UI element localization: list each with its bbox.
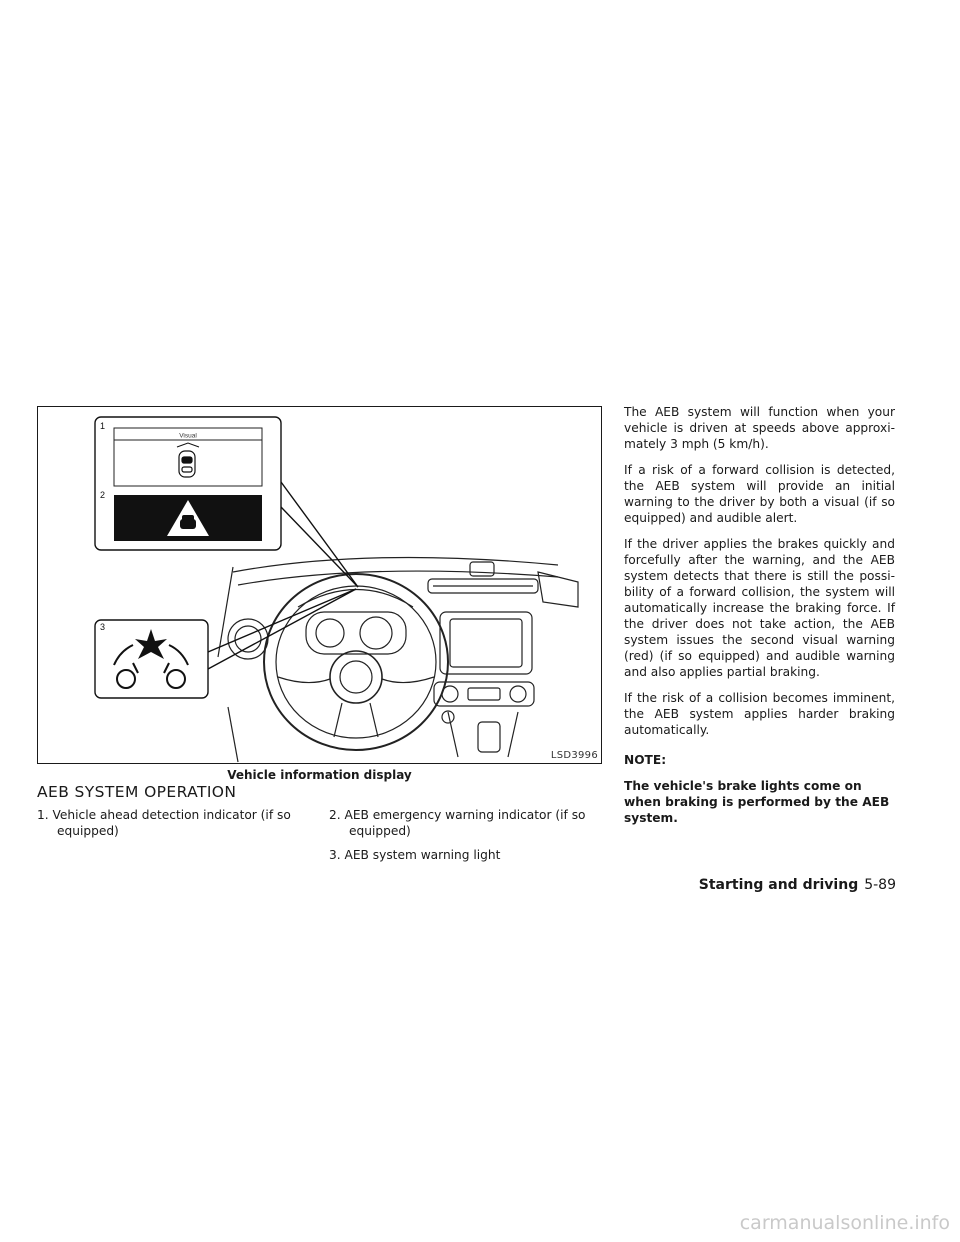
section-title: AEB SYSTEM OPERATION [37,783,237,801]
paragraph-imminent: If the risk of a collision becomes imminent, the AEB system applies harder braking automatically. [624,691,895,737]
body-text-column [624,404,895,836]
paragraph-braking: If the driver applies the brakes quickly and forcefully after the warning, and the AEB system detects that there is still the possi-bility of a forward collision, the system will automatically increase the braking force. If the driver does not take action, the AEB system issues the second visual warning (red) (if so equipped) and audible warning and also applies partial braking. [624,537,895,679]
paragraph-initial-warning: If a risk of a forward collision is detected, the AEB system will provide an initial warning to the driver by both a visual (if so equipped) and audible alert. [624,463,895,525]
watermark: carmanualsonline.info [739,1212,950,1234]
legend-item-1: 1. Vehicle ahead detection indicator (if so equipped) [37,808,291,838]
legend-item-2: 2. AEB emergency warning indicator (if so equipped) [329,808,586,838]
footer-section: Starting and driving [698,877,859,893]
legend-list-left [37,807,307,847]
figure-code: LSD3996 [550,750,598,761]
figure-vehicle-information-display [37,406,602,764]
dashboard-illustration [38,407,603,765]
page-footer [699,877,896,893]
callout-number-1: 1 [100,421,106,431]
paragraph-speed: The AEB system will function when your vehicle is driven at speeds above approxi-mately 3 mph (5 km/h). [624,405,895,451]
callout-number-3: 3 [100,622,106,632]
dashboard-line-art [218,557,578,762]
figure-caption: Vehicle information display [227,768,412,782]
page-number: 5-89 [864,877,896,893]
note-text: The vehicle's brake lights come on when braking is performed by the AEB system. [624,779,890,825]
callout-number-2: 2 [100,490,106,500]
note-heading: NOTE: [624,753,667,767]
legend-item-3: 3. AEB system warning light [329,848,501,862]
legend-list-right [329,807,601,871]
screen-label: Visual [179,432,197,440]
